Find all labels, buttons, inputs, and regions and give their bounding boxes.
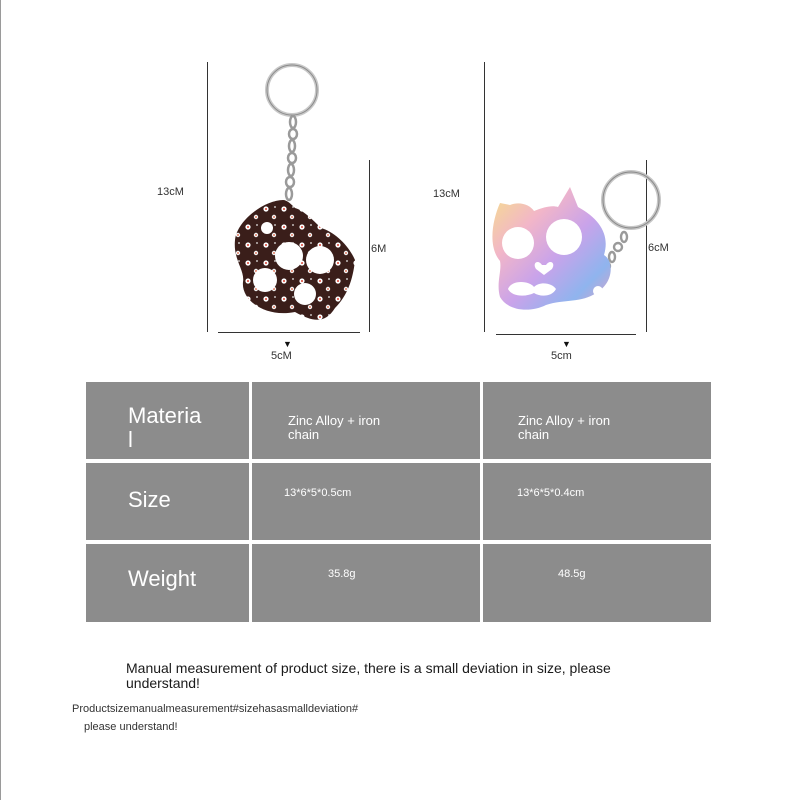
- height-line: [484, 62, 485, 332]
- table-cell: [252, 544, 480, 622]
- measurement-note-line-2: please understand!: [84, 721, 178, 733]
- ring-height-label: 6cM: [648, 242, 669, 254]
- width-label: 5cm: [551, 350, 572, 362]
- table-cell: [483, 382, 711, 459]
- material-value-2: Zinc Alloy + iron chain: [518, 413, 611, 442]
- size-value-2: 13*6*5*0.4cm: [517, 487, 585, 499]
- row-header-material: [86, 382, 249, 459]
- down-arrow-icon: ▼: [562, 339, 571, 349]
- measurement-note: Manual measurement of product size, there is a small deviation in size, please understand!: [126, 660, 611, 691]
- height-label: 13cM: [433, 188, 460, 200]
- measurement-note-line-1: Productsizemanualmeasurement#sizehasasmalldeviation#: [72, 703, 359, 715]
- weight-value-2: 48.5g: [558, 568, 586, 580]
- material-value-1: Zinc Alloy + iron chain: [288, 413, 381, 442]
- table-cell: [252, 463, 480, 540]
- material-label: Materia l: [128, 403, 202, 452]
- table-cell: [252, 382, 480, 459]
- weight-value-1: 35.8g: [328, 568, 356, 580]
- rainbow-cat-keychain-image: [486, 165, 666, 325]
- row-header-weight: [86, 544, 249, 622]
- page-left-border: [0, 0, 1, 800]
- width-label: 5cM: [271, 350, 292, 362]
- height-label: 13cM: [157, 186, 184, 198]
- floral-cat-keychain-image: [225, 60, 365, 330]
- weight-label: Weight: [128, 566, 197, 591]
- width-line: [496, 334, 636, 335]
- table-cell: [483, 463, 711, 540]
- width-line: [218, 332, 360, 333]
- row-header-size: [86, 463, 249, 540]
- spec-table: [86, 382, 711, 622]
- ring-height-label: 6M: [371, 243, 387, 255]
- size-label: Size: [128, 487, 171, 512]
- down-arrow-icon: ▼: [283, 339, 292, 349]
- height-line: [207, 62, 208, 332]
- table-cell: [483, 544, 711, 622]
- size-value-1: 13*6*5*0.5cm: [284, 487, 352, 499]
- ring-height-line: [369, 160, 370, 332]
